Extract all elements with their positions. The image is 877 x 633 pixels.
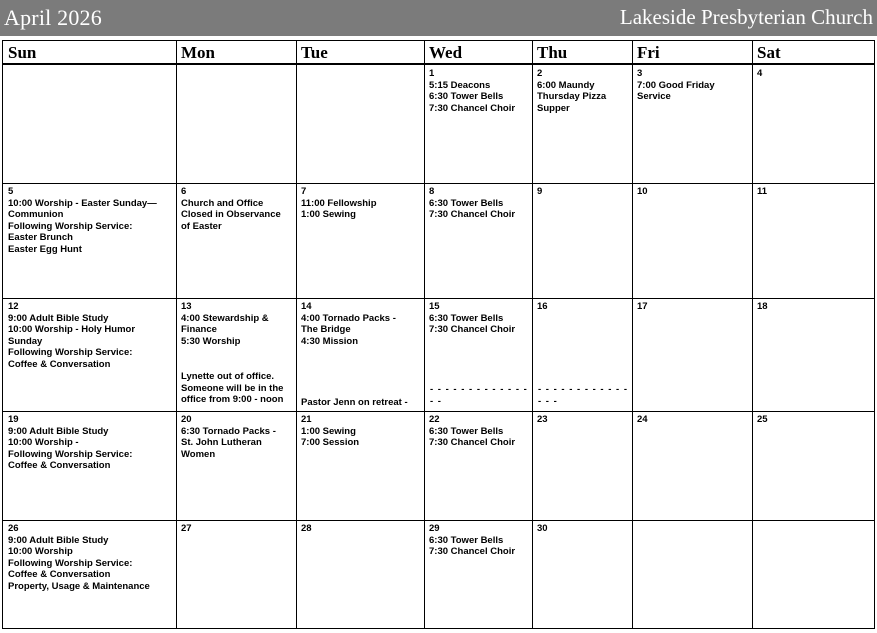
event-text: Supper — [537, 102, 570, 114]
day-cell[interactable] — [176, 65, 296, 183]
dayname-wed: Wed — [429, 43, 463, 62]
event-text: 10:00 Worship - Holy Humor — [8, 324, 136, 335]
event-text: 6:30 Tower Bells — [429, 425, 504, 437]
event-text: 6:30 Tower Bells — [429, 91, 504, 102]
note-block — [181, 371, 291, 406]
event-text: Thursday Pizza — [537, 91, 607, 102]
day-number: 19 — [8, 414, 19, 425]
day-number: 17 — [637, 301, 648, 312]
event-text: of Easter — [181, 220, 222, 232]
day-cell[interactable] — [424, 298, 532, 411]
event-text: 7:30 Chancel Choir — [429, 437, 516, 448]
day-number: 26 — [8, 523, 19, 534]
retreat-continuation-line: - - - - - - - - - - - - - - - — [538, 384, 628, 407]
day-cell[interactable] — [176, 183, 296, 298]
dayname-thu: Thu — [537, 43, 568, 62]
day-cell[interactable] — [752, 298, 874, 411]
event-text: 1:00 Sewing — [301, 209, 356, 220]
calendar-header — [0, 0, 877, 36]
note-text: office from 9:00 - noon — [181, 394, 284, 405]
day-number: 12 — [8, 301, 19, 312]
dayname-sat: Sat — [757, 43, 781, 62]
day-cell[interactable] — [424, 183, 532, 298]
event-text: Sunday — [8, 335, 43, 347]
day-cell[interactable] — [296, 183, 424, 298]
event-text: 6:30 Tornado Packs - — [181, 425, 276, 437]
event-text: St. John Lutheran — [181, 437, 262, 448]
day-cell[interactable] — [424, 520, 532, 628]
day-cell[interactable] — [176, 520, 296, 628]
day-number: 24 — [637, 414, 648, 425]
day-cell[interactable] — [532, 411, 632, 520]
day-number: 25 — [757, 414, 768, 425]
day-cell[interactable] — [296, 411, 424, 520]
event-text: Following Worship Service: — [8, 220, 133, 232]
event-text: Communion — [8, 209, 64, 220]
event-text: 10:00 Worship - Easter Sunday— — [8, 197, 157, 209]
day-number: 18 — [757, 301, 768, 312]
day-cell[interactable] — [3, 183, 176, 298]
day-number: 7 — [301, 186, 307, 197]
day-cell[interactable] — [176, 298, 296, 411]
day-cell[interactable] — [532, 183, 632, 298]
day-cell[interactable] — [632, 298, 752, 411]
day-cell[interactable] — [296, 298, 424, 411]
day-cell[interactable] — [532, 65, 632, 183]
day-number: 14 — [301, 301, 312, 312]
day-cell[interactable] — [296, 65, 424, 183]
day-number: 16 — [537, 301, 548, 312]
event-text: 4:30 Mission — [301, 335, 359, 347]
day-cell[interactable] — [3, 65, 176, 183]
church-name: Lakeside Presbyterian Church — [619, 5, 873, 29]
retreat-note: Pastor Jenn on retreat - — [301, 396, 408, 408]
event-text: Closed in Observance — [181, 209, 281, 220]
event-text: 5:15 Deacons — [429, 79, 491, 91]
dayname-tue: Tue — [301, 43, 328, 62]
event-text: Service — [637, 91, 671, 102]
day-cell[interactable] — [424, 411, 532, 520]
event-text: Coffee & Conversation — [8, 460, 111, 471]
event-text: 9:00 Adult Bible Study — [8, 534, 109, 546]
day-cell[interactable] — [752, 183, 874, 298]
event-text: Coffee & Conversation — [8, 569, 111, 580]
day-cell[interactable] — [532, 298, 632, 411]
month-title: April 2026 — [4, 5, 102, 30]
event-text: Easter Egg Hunt — [8, 243, 82, 255]
note-text: Someone will be in the — [181, 382, 284, 394]
event-text: Following Worship Service: — [8, 448, 133, 460]
event-text: 1:00 Sewing — [301, 425, 356, 437]
day-cell[interactable] — [752, 411, 874, 520]
day-number: 9 — [537, 186, 543, 197]
event-text: 7:30 Chancel Choir — [429, 324, 516, 335]
event-text: Women — [181, 448, 216, 460]
dayname-mon: Mon — [181, 43, 215, 62]
day-number: 21 — [301, 414, 312, 425]
event-text: Easter Brunch — [8, 232, 73, 243]
event-text: 6:30 Tower Bells — [429, 197, 504, 209]
day-number: 23 — [537, 414, 548, 425]
day-cell[interactable] — [632, 411, 752, 520]
day-number: 5 — [8, 186, 14, 197]
day-number: 22 — [429, 414, 440, 425]
day-number: 1 — [429, 68, 435, 79]
event-text: Following Worship Service: — [8, 347, 133, 358]
event-text: 7:00 Good Friday — [637, 79, 715, 91]
day-cell[interactable] — [3, 520, 176, 628]
dayname-fri: Fri — [637, 43, 660, 62]
event-text: 7:00 Session — [301, 437, 360, 448]
day-cell[interactable] — [632, 65, 752, 183]
day-number: 2 — [537, 68, 543, 79]
event-text: 5:30 Worship — [181, 335, 241, 347]
day-cell[interactable] — [296, 520, 424, 628]
day-cell[interactable] — [752, 520, 874, 628]
event-text: Property, Usage & Maintenance — [8, 580, 150, 592]
event-text: 6:30 Tower Bells — [429, 534, 504, 546]
event-text: 11:00 Fellowship — [301, 197, 377, 209]
day-number: 8 — [429, 186, 435, 197]
event-text: Finance — [181, 324, 217, 335]
day-cell[interactable] — [632, 183, 752, 298]
day-number: 30 — [537, 523, 548, 534]
day-cell[interactable] — [3, 298, 176, 411]
day-cell[interactable] — [424, 65, 532, 183]
day-number: 3 — [637, 68, 643, 79]
event-text: Coffee & Conversation — [8, 358, 111, 370]
day-number: 11 — [757, 186, 768, 197]
retreat-continuation-line: - - - - - - - - - - - - - - - — [430, 384, 528, 407]
day-number: 6 — [181, 186, 187, 197]
event-text: 4:00 Tornado Packs - — [301, 312, 396, 324]
day-number: 28 — [301, 523, 312, 534]
event-text: 10:00 Worship — [8, 546, 73, 557]
day-number: 4 — [757, 68, 763, 79]
day-cell[interactable] — [3, 411, 176, 520]
event-text: 7:30 Chancel Choir — [429, 546, 516, 557]
day-number: 20 — [181, 414, 192, 425]
event-text: Following Worship Service: — [8, 557, 133, 569]
dayname-sun: Sun — [8, 43, 37, 62]
day-number: 10 — [637, 186, 648, 197]
day-cell[interactable] — [632, 520, 752, 628]
day-number: 27 — [181, 523, 192, 534]
event-text: 6:30 Tower Bells — [429, 312, 504, 324]
note-text: Lynette out of office. — [181, 371, 275, 382]
event-text: The Bridge — [301, 324, 351, 335]
day-number: 15 — [429, 301, 440, 312]
event-text: 6:00 Maundy — [537, 79, 595, 91]
day-names-row — [3, 41, 874, 65]
day-number: 13 — [181, 301, 192, 312]
day-cell[interactable] — [752, 65, 874, 183]
day-cell[interactable] — [532, 520, 632, 628]
day-number: 29 — [429, 523, 440, 534]
day-cell[interactable] — [176, 411, 296, 520]
event-text: 4:00 Stewardship & — [181, 312, 269, 324]
event-text: 7:30 Chancel Choir — [429, 102, 516, 114]
event-text: 10:00 Worship - — [8, 437, 79, 448]
event-text: 7:30 Chancel Choir — [429, 209, 516, 220]
event-text: 9:00 Adult Bible Study — [8, 312, 109, 324]
event-text: 9:00 Adult Bible Study — [8, 425, 109, 437]
event-text: Church and Office — [181, 197, 264, 209]
calendar-grid — [2, 40, 875, 629]
